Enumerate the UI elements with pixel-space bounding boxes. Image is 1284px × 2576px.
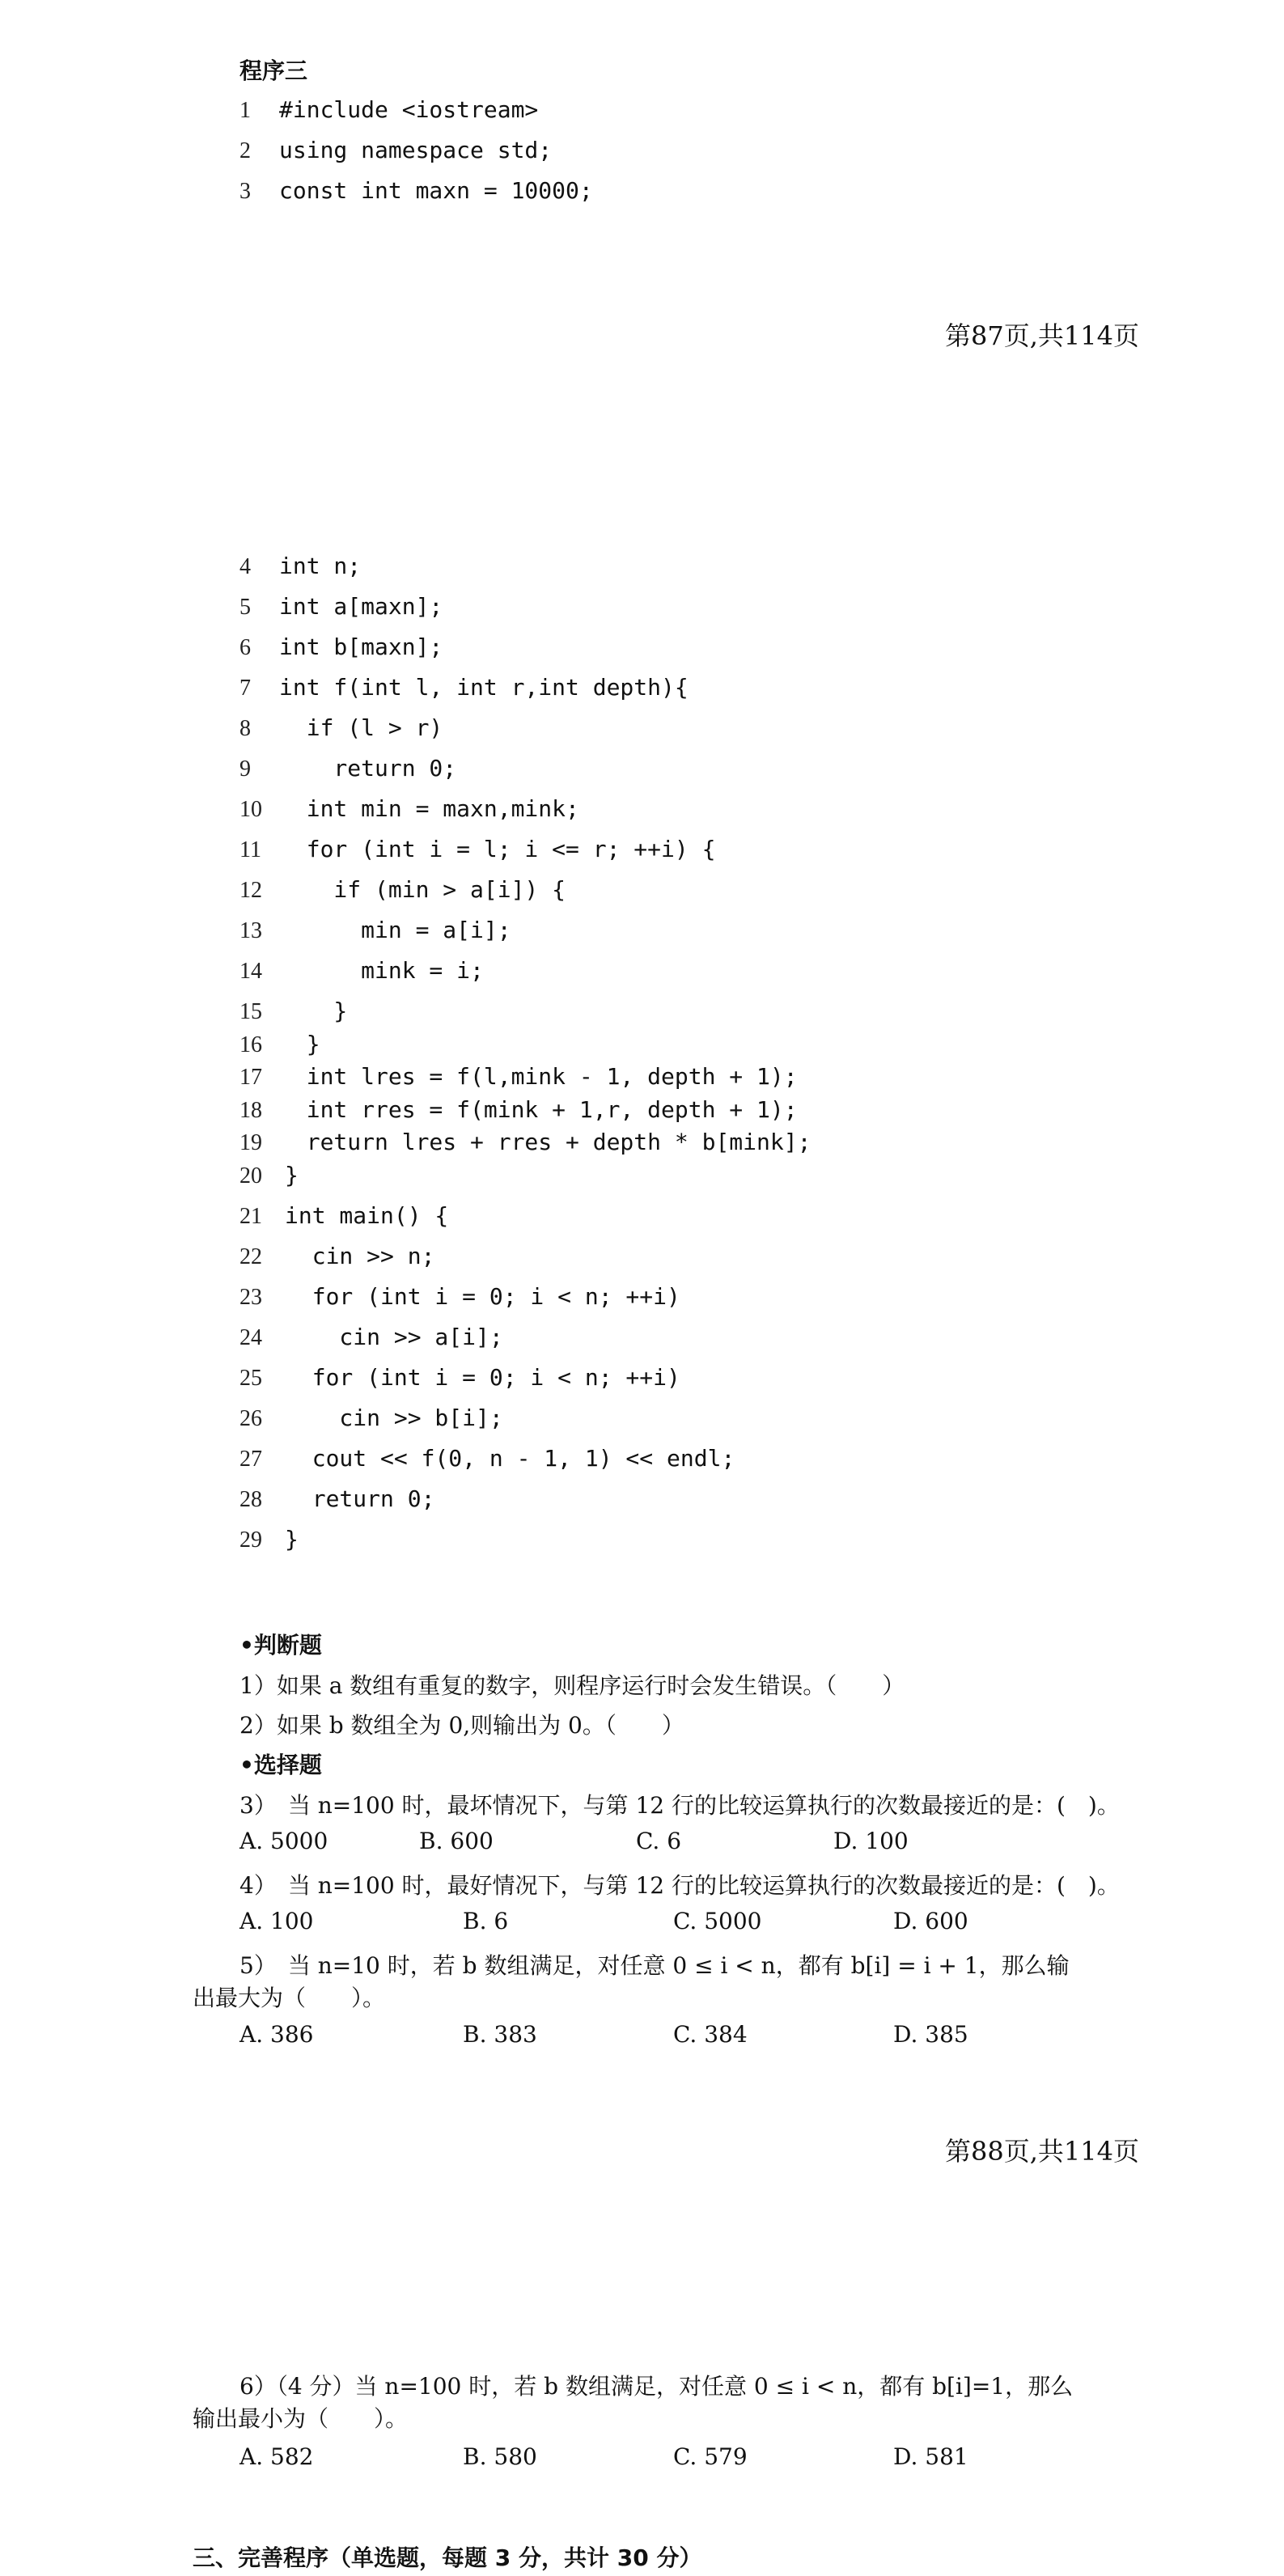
section-three-heading: 三、完善程序（单选题，每题 3 分，共计 30 分）	[193, 2544, 702, 2571]
line-number: 9	[239, 756, 251, 782]
code-line: mink = i;	[279, 957, 484, 984]
page-footer-1: 第87页,共114页	[945, 320, 1139, 351]
code-line: for (int i = l; i <= r; ++i) {	[279, 836, 716, 862]
code-line: int f(int l, int r,int depth){	[279, 674, 689, 701]
line-number: 28	[239, 1487, 262, 1512]
line-number: 17	[239, 1065, 262, 1090]
q4-option-d: D. 600	[893, 1908, 968, 1934]
question-6-line-2: 输出最小为（ ）。	[193, 2405, 409, 2432]
q4-option-a: A. 100	[239, 1908, 314, 1934]
code-line: for (int i = 0; i < n; ++i)	[285, 1364, 680, 1391]
code-line: int n;	[279, 553, 362, 579]
question-5-line-1: 5） 当 n=10 时，若 b 数组满足，对任意 0 ≤ i < n，都有 b[i] = i + 1，那么输	[239, 1952, 1070, 1979]
code-line: min = a[i];	[279, 917, 511, 943]
code-line: cin >> a[i];	[285, 1324, 503, 1350]
q3-option-c: C. 6	[636, 1828, 682, 1854]
line-number: 13	[239, 918, 262, 943]
code-line: int main() {	[285, 1202, 449, 1229]
code-line: const int maxn = 10000;	[279, 177, 593, 204]
program-title: 程序三	[239, 57, 308, 84]
judge-question-1: 1）如果 a 数组有重复的数字，则程序运行时会发生错误。（ ）	[239, 1672, 905, 1699]
code-line: cout << f(0, n - 1, 1) << endl;	[285, 1445, 735, 1472]
line-number: 20	[239, 1163, 262, 1188]
choice-heading: •选择题	[239, 1752, 322, 1778]
line-number: 7	[239, 676, 251, 701]
code-line: }	[285, 1526, 299, 1553]
q3-option-a: A. 5000	[239, 1828, 328, 1854]
q4-option-c: C. 5000	[673, 1908, 762, 1934]
q5-option-c: C. 384	[673, 2021, 748, 2048]
q4-option-b: B. 6	[463, 1908, 509, 1934]
line-number: 25	[239, 1366, 262, 1391]
code-line: int b[maxn];	[279, 633, 443, 660]
line-number: 2	[239, 138, 251, 163]
code-line: for (int i = 0; i < n; ++i)	[285, 1283, 680, 1310]
code-line: return 0;	[279, 755, 457, 782]
code-line: return 0;	[285, 1485, 435, 1512]
code-line: cin >> b[i];	[285, 1405, 503, 1431]
line-number: 10	[239, 797, 262, 822]
code-line: #include <iostream>	[279, 96, 539, 123]
line-number: 24	[239, 1325, 262, 1350]
question-5-line-2: 出最大为（ ）。	[193, 1985, 386, 2011]
question-4: 4） 当 n=100 时，最好情况下，与第 12 行的比较运算执行的次数最接近的是：( )。	[239, 1872, 1120, 1899]
q6-option-d: D. 581	[893, 2443, 968, 2470]
line-number: 19	[239, 1130, 262, 1155]
line-number: 3	[239, 179, 251, 204]
line-number: 6	[239, 635, 251, 660]
q3-option-d: D. 100	[833, 1828, 909, 1854]
code-line: }	[285, 1162, 299, 1188]
line-number: 29	[239, 1527, 262, 1553]
code-line: int a[maxn];	[279, 593, 443, 620]
line-number: 18	[239, 1098, 262, 1123]
code-line: int rres = f(mink + 1,r, depth + 1);	[279, 1096, 798, 1123]
code-line: if (min > a[i]) {	[279, 876, 566, 903]
q3-option-b: B. 600	[419, 1828, 494, 1854]
line-number: 27	[239, 1447, 262, 1472]
line-number: 16	[239, 1032, 262, 1057]
q5-option-a: A. 386	[239, 2021, 314, 2048]
line-number: 1	[239, 98, 251, 123]
line-number: 21	[239, 1204, 262, 1229]
line-number: 8	[239, 716, 251, 741]
code-line: if (l > r)	[279, 714, 443, 741]
line-number: 12	[239, 878, 262, 903]
code-line: }	[279, 1031, 320, 1057]
code-line: cin >> n;	[285, 1243, 435, 1269]
line-number: 22	[239, 1244, 262, 1269]
q6-option-b: B. 580	[463, 2443, 537, 2470]
code-line: return lres + rres + depth * b[mink];	[279, 1129, 812, 1155]
code-line: using namespace std;	[279, 137, 553, 163]
code-line: }	[279, 998, 348, 1024]
question-3: 3） 当 n=100 时，最坏情况下，与第 12 行的比较运算执行的次数最接近的是：( )。	[239, 1792, 1120, 1819]
code-line: int lres = f(l,mink - 1, depth + 1);	[279, 1063, 798, 1090]
judge-heading: •判断题	[239, 1632, 322, 1659]
question-6-line-1: 6）（4 分）当 n=100 时，若 b 数组满足，对任意 0 ≤ i < n，都有 b[i]=1，那么	[239, 2373, 1074, 2400]
line-number: 5	[239, 595, 251, 620]
q6-option-c: C. 579	[673, 2443, 748, 2470]
q5-option-d: D. 385	[893, 2021, 968, 2048]
line-number: 23	[239, 1285, 262, 1310]
line-number: 11	[239, 837, 261, 862]
judge-question-2: 2）如果 b 数组全为 0,则输出为 0。（ ）	[239, 1712, 684, 1739]
line-number: 14	[239, 959, 262, 984]
line-number: 26	[239, 1406, 262, 1431]
page-footer-2: 第88页,共114页	[945, 2136, 1139, 2167]
q5-option-b: B. 383	[463, 2021, 537, 2048]
line-number: 4	[239, 554, 251, 579]
q6-option-a: A. 582	[239, 2443, 314, 2470]
line-number: 15	[239, 999, 262, 1024]
code-line: int min = maxn,mink;	[279, 795, 579, 822]
